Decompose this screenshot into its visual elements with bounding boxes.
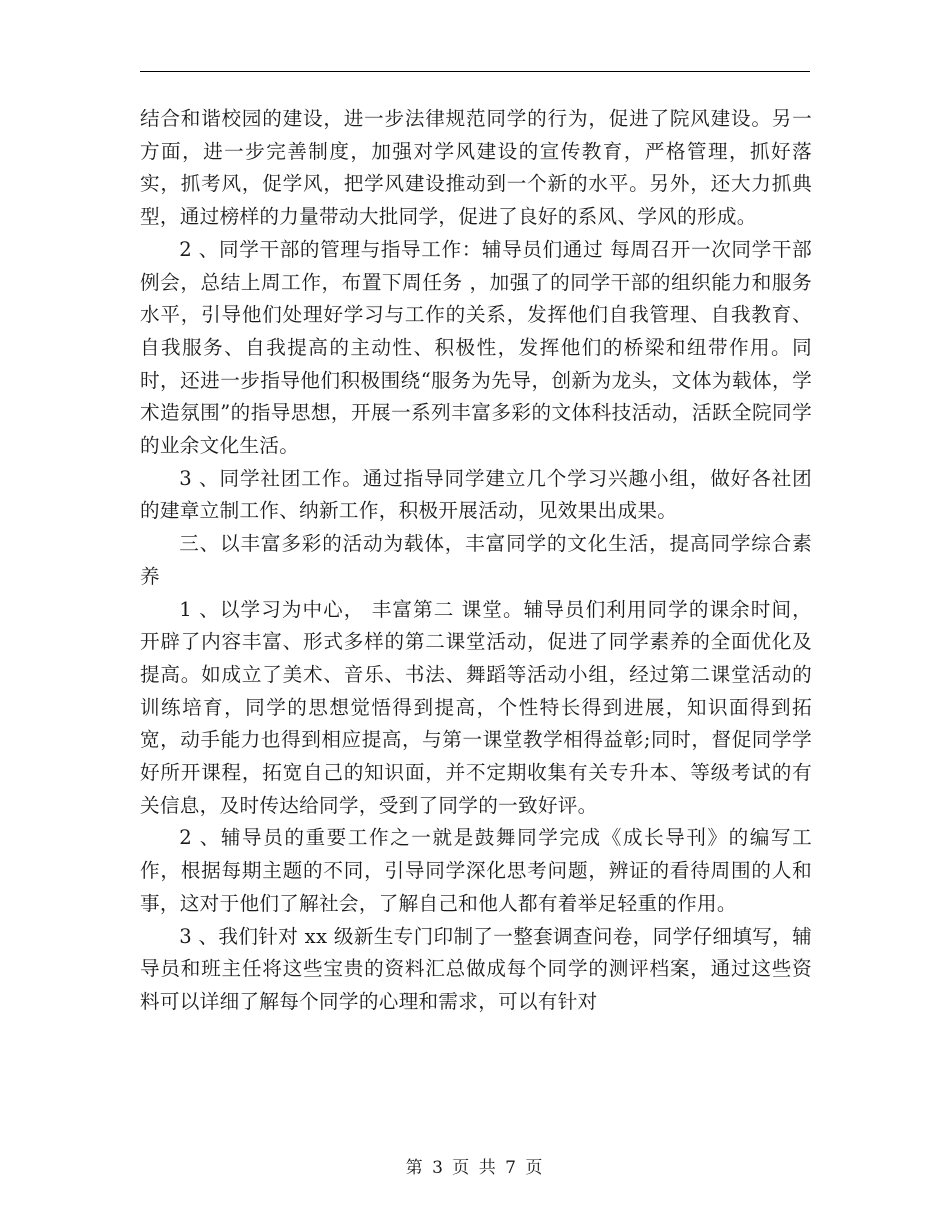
document-body [140,103,812,1019]
paragraph-item-3-student-clubs: 3 、同学社团工作。通过指导同学建立几个学习兴趣小组，做好各社团的建章立制工作、纳新工作，积极开展活动，见效果出成果。 [140,466,812,523]
paragraph-item-1-second-classroom: 1 、以学习为中心， 丰富第二 课堂。辅导员们利用同学的课余时间， 开辟了内容丰富、形式多样的第二课堂活动，促进了同学素养的全面优化及提高。如成立了美术、音乐、书法、舞蹈等活动小组，经过第二课堂活动的训练培育，同学的思想觉悟得到提高，个性特长得到进展，知识面得到拓宽，动手能力也得到相应提高，与第一课堂教学相得益彰;同时，督促同学学好所开课程，拓宽自己的知识面，并不定期收集有关专升本、等级考试的有关信息，及时传达给同学，受到了同学的一致好评。 [140,597,812,817]
paragraph-item-2-cadre-management: 2 、同学干部的管理与指导工作：辅导员们通过 每周召开一次同学干部例会，总结上周工作，布置下周任务 ，加强了的同学干部的组织能力和服务水平，引导他们处理好学习与工作的关系，发挥他们自我管理、自我教育、自我服务、自我提高的主动性、积极性，发挥他们的桥梁和纽带作用。同时，还进一步指导他们积极围绕“服务为先导，创新为龙头，文体为载体，学术造氛围”的指导思想，开展一系列丰富多彩的文体科技活动，活跃全院同学的业余文化生活。 [140,237,812,458]
paragraph-item-3-survey: 3 、我们针对 xx 级新生专门印制了一整套调查问卷，同学仔细填写，辅导员和班主任将这些宝贵的资料汇总做成每个同学的测评档案，通过这些资料可以详细了解每个同学的心理和需求，可以有针对 [140,924,812,1013]
header-rule [140,71,810,72]
paragraph-continuation: 结合和谐校园的建设，进一步法律规范同学的行为，促进了院风建设。另一方面，进一步完善制度，加强对学风建设的宣传教育，严格管理，抓好落实，抓考风，促学风，把学风建设推动到一个新的水平。另外，还大力抓典型，通过榜样的力量带动大批同学，促进了良好的系风、学风的形成。 [140,107,812,229]
paragraph-item-2-growth-journal: 2 、辅导员的重要工作之一就是鼓舞同学完成《成长导刊》的编写工作，根据每期主题的不同，引导同学深化思考问题，辨证的看待周围的人和事，这对于他们了解社会，了解自己和他人都有着举足轻重的作用。 [140,826,812,915]
page-number: 第 3 页 共 7 页 [405,1158,545,1178]
section-heading-three: 三、以丰富多彩的活动为载体，丰富同学的文化生活，提高同学综合素养 [140,532,812,588]
